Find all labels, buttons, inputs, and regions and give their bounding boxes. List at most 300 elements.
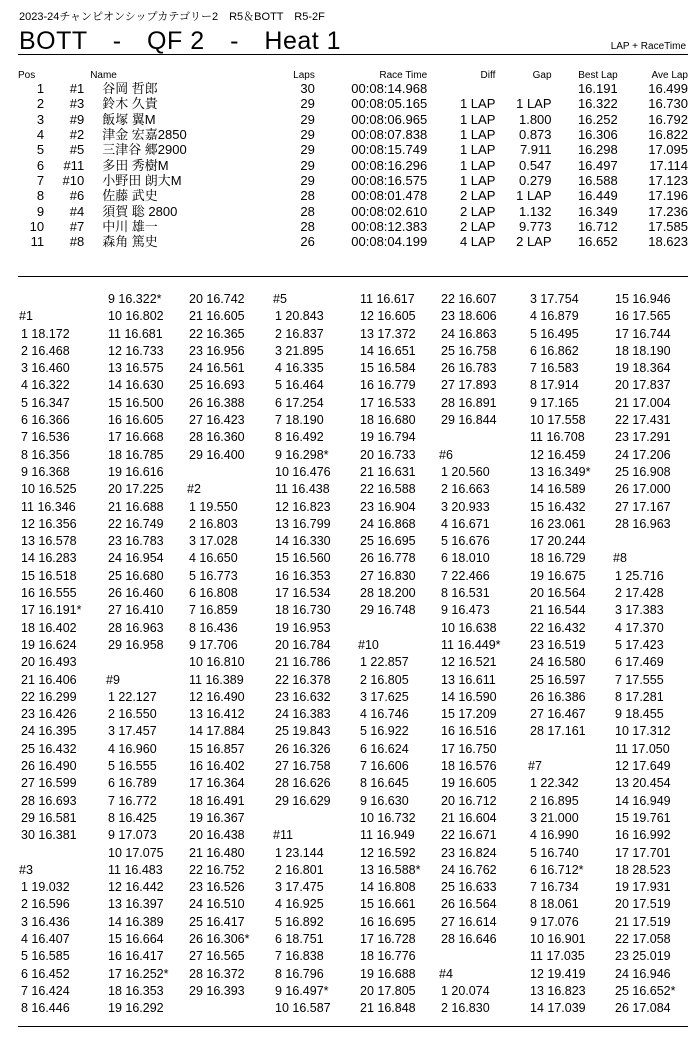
lap-time: 14 16.283 <box>21 551 77 566</box>
lap-time: 4 16.335 <box>275 361 324 376</box>
cell-best-lap: 16.712 <box>577 218 618 234</box>
lap-time: 18 16.491 <box>189 793 245 808</box>
lap-time: 28 17.161 <box>530 724 586 739</box>
cell-ave-lap: 17.123 <box>648 172 688 188</box>
col-race-time: Race Time <box>379 70 428 81</box>
lap-time: 15 16.432 <box>530 499 586 514</box>
lap-time: 6 16.452 <box>21 966 70 981</box>
lap-time: 1 22.342 <box>530 776 579 791</box>
lap-time: 25 16.680 <box>108 568 164 583</box>
lap-time: 25 16.652* <box>615 983 676 998</box>
lap-time: 16 16.555 <box>21 586 77 601</box>
lap-time: 8 17.914 <box>530 378 579 393</box>
cell-race-time: 00:08:02.610 <box>351 203 428 219</box>
lap-time: 14 16.651 <box>360 343 416 358</box>
lap-time: 4 17.370 <box>615 620 664 635</box>
lap-time: 29 16.844 <box>441 413 497 428</box>
lap-time: 23 16.519 <box>530 637 586 652</box>
lap-time: 8 16.645 <box>360 776 409 791</box>
lap-time: 9 18.455 <box>615 707 664 722</box>
col-diff: Diff <box>480 70 496 81</box>
lap-time: 13 16.575 <box>108 361 164 376</box>
lap-time: 4 16.671 <box>441 516 490 531</box>
lap-time: 9 17.165 <box>530 395 579 410</box>
lap-time: 16 16.402 <box>189 759 245 774</box>
cell-laps: 28 <box>300 218 315 234</box>
lap-time: 13 16.588* <box>360 862 421 877</box>
lap-time: 3 16.436 <box>21 914 70 929</box>
lap-time: 17 16.533 <box>360 395 416 410</box>
cell-best-lap: 16.497 <box>577 157 618 173</box>
cell-diff: 1 LAP <box>459 142 496 158</box>
lap-time: 19 16.675 <box>530 568 586 583</box>
lap-time: 29 16.581 <box>21 810 77 825</box>
cell-ave-lap: 17.196 <box>648 188 688 204</box>
lap-time: 21 17.519 <box>615 914 671 929</box>
lap-time: 17 16.534 <box>275 586 331 601</box>
cell-race-time: 00:08:15.749 <box>351 142 428 158</box>
lap-time: 20 16.438 <box>189 828 245 843</box>
lap-time: 13 16.349* <box>530 464 591 479</box>
lap-time: 19 17.931 <box>615 880 671 895</box>
lap-time: 15 19.761 <box>615 810 671 825</box>
cell-diff: 1 LAP <box>459 127 496 143</box>
lap-time <box>19 845 103 862</box>
lap-time: 2 16.805 <box>360 672 409 687</box>
lap-time: 27 17.893 <box>441 378 497 393</box>
results-divider <box>18 276 688 277</box>
lap-time: 11 16.389 <box>189 672 244 687</box>
lap-time: 7 17.555 <box>615 672 664 687</box>
lap-time: 26 16.460 <box>108 586 164 601</box>
cell-race-time: 00:08:05.165 <box>351 96 428 112</box>
lap-time: 10 17.558 <box>530 413 586 428</box>
cell-race-time: 00:08:16.575 <box>351 172 428 188</box>
cell-diff: 2 LAP <box>459 218 496 234</box>
cell-car-number: #7 <box>69 218 85 234</box>
lap-time: 26 17.084 <box>615 1001 671 1016</box>
cell-diff: 1 LAP <box>459 111 496 127</box>
col-name: Name <box>90 70 117 81</box>
cell-car-number: #8 <box>69 234 85 250</box>
lap-time: 18 18.190 <box>615 343 671 358</box>
lap-time: 28 16.646 <box>441 931 497 946</box>
lap-time: 20 17.837 <box>615 378 671 393</box>
cell-gap: 1.800 <box>518 111 552 127</box>
lap-column <box>106 291 186 1017</box>
lap-time: 9 16.497* <box>275 983 329 998</box>
lap-time: 1 20.560 <box>441 464 490 479</box>
lap-time: 5 16.892 <box>275 914 324 929</box>
cell-diff: 1 LAP <box>459 96 496 112</box>
lap-time: 14 16.589 <box>530 482 586 497</box>
lap-time: 16 16.605 <box>108 413 164 428</box>
lap-time: 13 16.397 <box>108 897 164 912</box>
lap-time: 22 16.432 <box>530 620 586 635</box>
lap-time: 24 16.954 <box>108 551 164 566</box>
lap-time: 15 16.946 <box>615 292 671 306</box>
cell-car-number: #5 <box>69 142 85 158</box>
lap-time: 6 18.010 <box>441 551 490 566</box>
lap-time: 25 19.843 <box>275 724 331 739</box>
lap-time: 22 16.671 <box>441 828 497 843</box>
cell-ave-lap: 17.236 <box>648 203 688 219</box>
lap-time: 22 16.299 <box>21 689 77 704</box>
lap-time: 14 16.949 <box>615 793 671 808</box>
lap-time: 20 16.712 <box>441 793 497 808</box>
lap-time: 25 16.417 <box>189 914 245 929</box>
lap-time: 28 16.693 <box>21 793 77 808</box>
lap-time: 3 17.625 <box>360 689 409 704</box>
lap-time: 19 16.953 <box>275 620 331 635</box>
lap-time: 11 16.449* <box>441 637 501 652</box>
lap-time: 5 16.495 <box>530 326 579 341</box>
cell-race-time: 00:08:12.383 <box>351 218 428 234</box>
table-row <box>18 188 688 203</box>
lap-time: 17 20.244 <box>530 534 586 549</box>
lap-time: 24 16.580 <box>530 655 586 670</box>
lap-time: 14 16.808 <box>360 880 416 895</box>
cell-laps: 29 <box>300 96 315 112</box>
lap-time: 15 16.500 <box>108 395 164 410</box>
cell-gap: 9.773 <box>518 218 552 234</box>
lap-time: 11 16.681 <box>108 326 163 341</box>
lap-time: 5 16.740 <box>530 845 579 860</box>
lap-time: 19 18.364 <box>615 361 671 376</box>
table-row <box>18 234 688 249</box>
cell-pos: 5 <box>36 142 45 158</box>
lap-time: 27 16.599 <box>21 776 77 791</box>
lap-time: 4 16.990 <box>530 828 579 843</box>
cell-laps: 29 <box>300 127 315 143</box>
lap-time: 22 16.378 <box>275 672 331 687</box>
lap-time: 14 16.630 <box>108 378 164 393</box>
lap-time: 9 17.073 <box>108 828 157 843</box>
table-row <box>18 219 688 234</box>
lap-time: 23 16.426 <box>21 707 77 722</box>
lap-time: 7 18.190 <box>275 413 324 428</box>
lap-time: 3 17.457 <box>108 724 157 739</box>
lap-time: 22 16.365 <box>189 326 245 341</box>
lap-time <box>439 948 527 965</box>
cell-ave-lap: 16.499 <box>648 81 688 97</box>
cell-race-time: 00:08:04.199 <box>351 234 428 250</box>
cell-ave-lap: 18.623 <box>648 234 688 250</box>
lap-time: 26 16.783 <box>441 361 497 376</box>
lap-time: 16 16.516 <box>441 724 497 739</box>
lap-time: 21 16.848 <box>360 1001 416 1016</box>
table-row <box>18 157 688 172</box>
cell-gap: 0.547 <box>518 157 552 173</box>
lap-time: 23 16.824 <box>441 845 497 860</box>
lap-time: 24 16.946 <box>615 966 671 981</box>
lap-time: 15 16.664 <box>108 931 164 946</box>
lap-time: 27 16.830 <box>360 568 416 583</box>
car-lap-header: #6 <box>439 447 453 462</box>
lap-time: 3 20.933 <box>441 499 490 514</box>
lap-time: 13 16.611 <box>441 672 496 687</box>
lap-time: 17 16.728 <box>360 931 416 946</box>
lap-time: 13 17.372 <box>360 326 416 341</box>
cell-gap: 0.873 <box>518 127 552 143</box>
table-row <box>18 112 688 127</box>
footer-divider <box>18 1026 688 1027</box>
lap-time: 24 16.383 <box>275 707 331 722</box>
lap-time: 28 16.891 <box>441 395 497 410</box>
lap-time: 28 18.200 <box>360 586 416 601</box>
cell-gap: 1 LAP <box>516 96 552 112</box>
lap-time: 8 16.796 <box>275 966 324 981</box>
lap-time: 7 16.734 <box>530 880 579 895</box>
lap-time: 10 16.810 <box>189 655 245 670</box>
lap-time: 1 20.074 <box>441 983 490 998</box>
lap-time: 9 16.630 <box>360 793 409 808</box>
lap-time: 25 16.597 <box>530 672 586 687</box>
cell-best-lap: 16.449 <box>577 188 618 204</box>
cell-driver-name: 須賀 聡 2800 <box>102 203 178 219</box>
lap-time: 4 16.879 <box>530 309 579 324</box>
cell-ave-lap: 17.114 <box>649 157 688 173</box>
lap-time: 15 16.661 <box>360 897 416 912</box>
lap-time: 19 16.616 <box>108 464 164 479</box>
lap-time: 6 18.751 <box>275 931 324 946</box>
cell-driver-name: 森角 篤史 <box>102 234 158 250</box>
lap-time: 6 17.469 <box>615 655 664 670</box>
lap-time: 1 18.172 <box>21 326 70 341</box>
lap-time: 2 16.803 <box>189 516 238 531</box>
lap-time: 13 16.799 <box>275 516 331 531</box>
cell-car-number: #3 <box>69 96 85 112</box>
lap-time: 27 16.423 <box>189 413 245 428</box>
lap-time: 24 16.762 <box>441 862 497 877</box>
table-row <box>18 96 688 111</box>
lap-time: 21 16.688 <box>108 499 164 514</box>
lap-time: 18 16.353 <box>108 983 164 998</box>
lap-time: 26 16.386 <box>530 689 586 704</box>
lap-time: 28 16.963 <box>615 516 671 531</box>
lap-time: 7 16.424 <box>21 983 70 998</box>
cell-diff: 4 LAP <box>459 234 496 250</box>
cell-best-lap: 16.652 <box>577 234 618 250</box>
lap-time: 15 16.560 <box>275 551 331 566</box>
cell-ave-lap: 16.792 <box>648 111 688 127</box>
lap-time: 22 16.749 <box>108 516 164 531</box>
timing-legend: LAP + RaceTime <box>610 41 686 52</box>
cell-gap: 7.911 <box>519 142 552 158</box>
lap-time: 1 19.032 <box>21 880 70 895</box>
lap-time: 27 16.467 <box>530 707 586 722</box>
cell-pos: 4 <box>36 127 45 143</box>
lap-time: 4 16.407 <box>21 931 70 946</box>
lap-time: 2 16.468 <box>21 343 70 358</box>
lap-column <box>187 291 271 1017</box>
lap-column <box>358 291 438 1017</box>
lap-time: 2 16.550 <box>108 707 157 722</box>
lap-time: 21 16.604 <box>441 810 497 825</box>
lap-time: 14 17.884 <box>189 724 245 739</box>
lap-column <box>528 291 612 1017</box>
results-body <box>18 81 688 249</box>
lap-time: 3 16.460 <box>21 361 70 376</box>
lap-column <box>613 291 689 1017</box>
lap-time: 19 16.794 <box>360 430 416 445</box>
lap-time: 13 16.412 <box>189 707 245 722</box>
lap-time: 3 21.895 <box>275 343 324 358</box>
cell-ave-lap: 16.730 <box>648 96 688 112</box>
lap-time: 22 17.431 <box>615 413 671 428</box>
lap-time: 1 22.127 <box>108 689 157 704</box>
lap-time: 20 17.519 <box>615 897 671 912</box>
car-lap-header: #9 <box>106 672 120 687</box>
lap-time: 6 16.712* <box>530 862 584 877</box>
lap-time: 4 16.960 <box>108 741 157 756</box>
cell-pos: 3 <box>36 111 45 127</box>
lap-time: 26 16.564 <box>441 897 497 912</box>
cell-driver-name: 佐藤 武史 <box>102 188 158 204</box>
lap-time: 12 16.592 <box>360 845 416 860</box>
lap-time: 24 17.206 <box>615 447 671 462</box>
lap-time: 22 16.588 <box>360 482 416 497</box>
lap-time: 20 16.742 <box>189 292 245 306</box>
lap-time: 5 17.423 <box>615 637 664 652</box>
lap-time: 8 16.425 <box>108 810 157 825</box>
lap-time: 19 16.605 <box>441 776 497 791</box>
lap-time: 23 16.526 <box>189 880 245 895</box>
lap-time: 8 18.061 <box>530 897 579 912</box>
lap-time: 2 16.596 <box>21 897 70 912</box>
lap-time: 27 17.167 <box>615 499 671 514</box>
lap-time: 9 17.076 <box>530 914 579 929</box>
lap-time: 25 16.633 <box>441 880 497 895</box>
lap-time: 20 16.493 <box>21 655 77 670</box>
lap-time: 10 16.732 <box>360 810 416 825</box>
lap-time: 13 20.454 <box>615 776 671 791</box>
lap-time: 11 16.438 <box>275 482 330 497</box>
lap-time: 12 16.733 <box>108 343 164 358</box>
lap-time: 19 16.624 <box>21 637 77 652</box>
cell-diff: 2 LAP <box>459 188 496 204</box>
lap-time: 2 16.895 <box>530 793 579 808</box>
cell-best-lap: 16.322 <box>577 96 618 112</box>
cell-car-number: #10 <box>62 172 85 188</box>
lap-time: 23 18.606 <box>441 309 497 324</box>
lap-time: 14 16.330 <box>275 534 331 549</box>
lap-time: 26 17.000 <box>615 482 671 497</box>
lap-time: 18 16.576 <box>441 759 497 774</box>
cell-pos: 2 <box>36 96 45 112</box>
cell-car-number: #6 <box>69 188 85 204</box>
lap-time: 15 17.209 <box>441 707 497 722</box>
lap-time: 6 16.808 <box>189 586 238 601</box>
col-ave-lap: Ave Lap <box>651 70 688 81</box>
lap-time: 10 16.802 <box>108 309 164 324</box>
cell-laps: 28 <box>300 203 315 219</box>
lap-time: 11 16.346 <box>21 499 76 514</box>
lap-time: 12 16.459 <box>530 447 586 462</box>
lap-time: 9 16.368 <box>21 464 70 479</box>
lap-time: 5 16.555 <box>108 759 157 774</box>
cell-ave-lap: 17.585 <box>648 218 688 234</box>
cell-driver-name: 飯塚 翼M <box>102 111 156 127</box>
lap-time: 16 16.992 <box>615 828 671 843</box>
lap-time: 24 16.868 <box>360 516 416 531</box>
lap-time <box>613 533 689 550</box>
cell-best-lap: 16.588 <box>577 172 618 188</box>
col-pos: Pos <box>18 70 36 81</box>
lap-time: 18 16.776 <box>360 949 416 964</box>
lap-time: 19 16.292 <box>108 1001 164 1016</box>
cell-ave-lap: 17.095 <box>648 142 688 158</box>
lap-time: 8 16.492 <box>275 430 324 445</box>
lap-time <box>19 291 103 308</box>
lap-time: 6 16.624 <box>360 741 409 756</box>
cell-ave-lap: 16.822 <box>648 127 688 143</box>
cell-pos: 9 <box>36 203 45 219</box>
cell-driver-name: 中川 雄一 <box>102 218 158 234</box>
lap-time: 4 16.746 <box>360 707 409 722</box>
lap-time: 1 19.550 <box>189 499 238 514</box>
car-lap-header: #8 <box>613 551 627 566</box>
lap-time: 22 17.058 <box>615 931 671 946</box>
lap-time: 6 16.862 <box>530 343 579 358</box>
lap-time: 3 17.475 <box>275 880 324 895</box>
lap-time: 12 16.442 <box>108 880 164 895</box>
lap-time: 2 17.428 <box>615 586 664 601</box>
cell-driver-name: 谷岡 哲郎 <box>102 81 158 97</box>
lap-time: 25 16.432 <box>21 741 77 756</box>
lap-time: 10 16.901 <box>530 931 586 946</box>
lap-time: 6 17.254 <box>275 395 324 410</box>
table-row <box>18 81 688 96</box>
lap-time: 23 16.904 <box>360 499 416 514</box>
lap-time: 26 16.778 <box>360 551 416 566</box>
cell-pos: 10 <box>29 218 45 234</box>
lap-time: 21 16.786 <box>275 655 331 670</box>
cell-diff <box>427 81 495 96</box>
lap-time: 29 16.958 <box>108 637 164 652</box>
lap-time: 25 16.908 <box>615 464 671 479</box>
lap-time: 24 16.510 <box>189 897 245 912</box>
lap-time: 26 16.306* <box>189 931 250 946</box>
lap-time <box>273 810 357 827</box>
table-row <box>18 127 688 142</box>
results-header-row <box>18 68 688 81</box>
lap-time: 5 16.922 <box>360 724 409 739</box>
lap-time: 8 16.356 <box>21 447 70 462</box>
cell-car-number: #4 <box>69 203 85 219</box>
lap-time <box>187 464 271 481</box>
lap-time: 29 16.400 <box>189 447 245 462</box>
lap-time: 2 16.830 <box>441 1001 490 1016</box>
cell-car-number: #11 <box>63 157 85 173</box>
cell-laps: 26 <box>300 234 315 250</box>
lap-time: 12 16.823 <box>275 499 331 514</box>
lap-time: 18 16.680 <box>360 413 416 428</box>
lap-time: 18 28.523 <box>615 862 671 877</box>
lap-column <box>439 291 527 1017</box>
car-lap-header: #2 <box>187 482 201 497</box>
cell-gap: 2 LAP <box>516 234 552 250</box>
lap-time: 11 16.708 <box>530 430 585 445</box>
lap-time: 17 16.750 <box>441 741 497 756</box>
cell-best-lap: 16.349 <box>577 203 618 219</box>
lap-time: 20 17.805 <box>360 983 416 998</box>
lap-time: 12 17.649 <box>615 759 671 774</box>
lap-time: 17 16.668 <box>108 430 164 445</box>
lap-time: 25 16.758 <box>441 343 497 358</box>
lap-time: 16 23.061 <box>530 516 586 531</box>
car-lap-header: #3 <box>19 862 33 877</box>
